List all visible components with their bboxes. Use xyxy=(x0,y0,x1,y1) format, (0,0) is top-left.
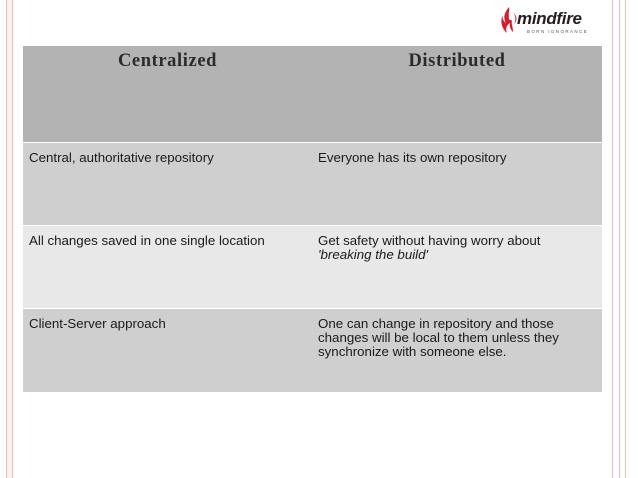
table-row xyxy=(23,142,602,225)
logo-wordmark: mindfire xyxy=(517,9,582,28)
comparison-table xyxy=(23,46,602,393)
header-centralized: Centralized xyxy=(23,46,312,142)
table-row xyxy=(23,308,602,392)
logo-tagline: BORN IGNORANCE xyxy=(527,29,589,34)
table-row xyxy=(23,225,602,308)
cell-distributed: One can change in repository and those changes will be local to them unless they synchronize with someone else. xyxy=(312,308,602,392)
cell-text: Get safety without having worry about xyxy=(318,232,541,248)
cell-centralized: Central, authoritative repository xyxy=(23,142,312,225)
cell-text-italic: 'breaking the build' xyxy=(318,246,429,262)
header-distributed: Distributed xyxy=(312,46,602,142)
right-decorative-line xyxy=(619,0,620,478)
cell-centralized: Client-Server approach xyxy=(23,308,312,392)
table-header-row xyxy=(23,46,602,142)
left-decorative-border xyxy=(6,0,13,478)
cell-centralized: All changes saved in one single location xyxy=(23,225,312,308)
cell-distributed: Everyone has its own repository xyxy=(312,142,602,225)
cell-distributed xyxy=(312,225,602,308)
mindfire-logo xyxy=(500,6,590,38)
